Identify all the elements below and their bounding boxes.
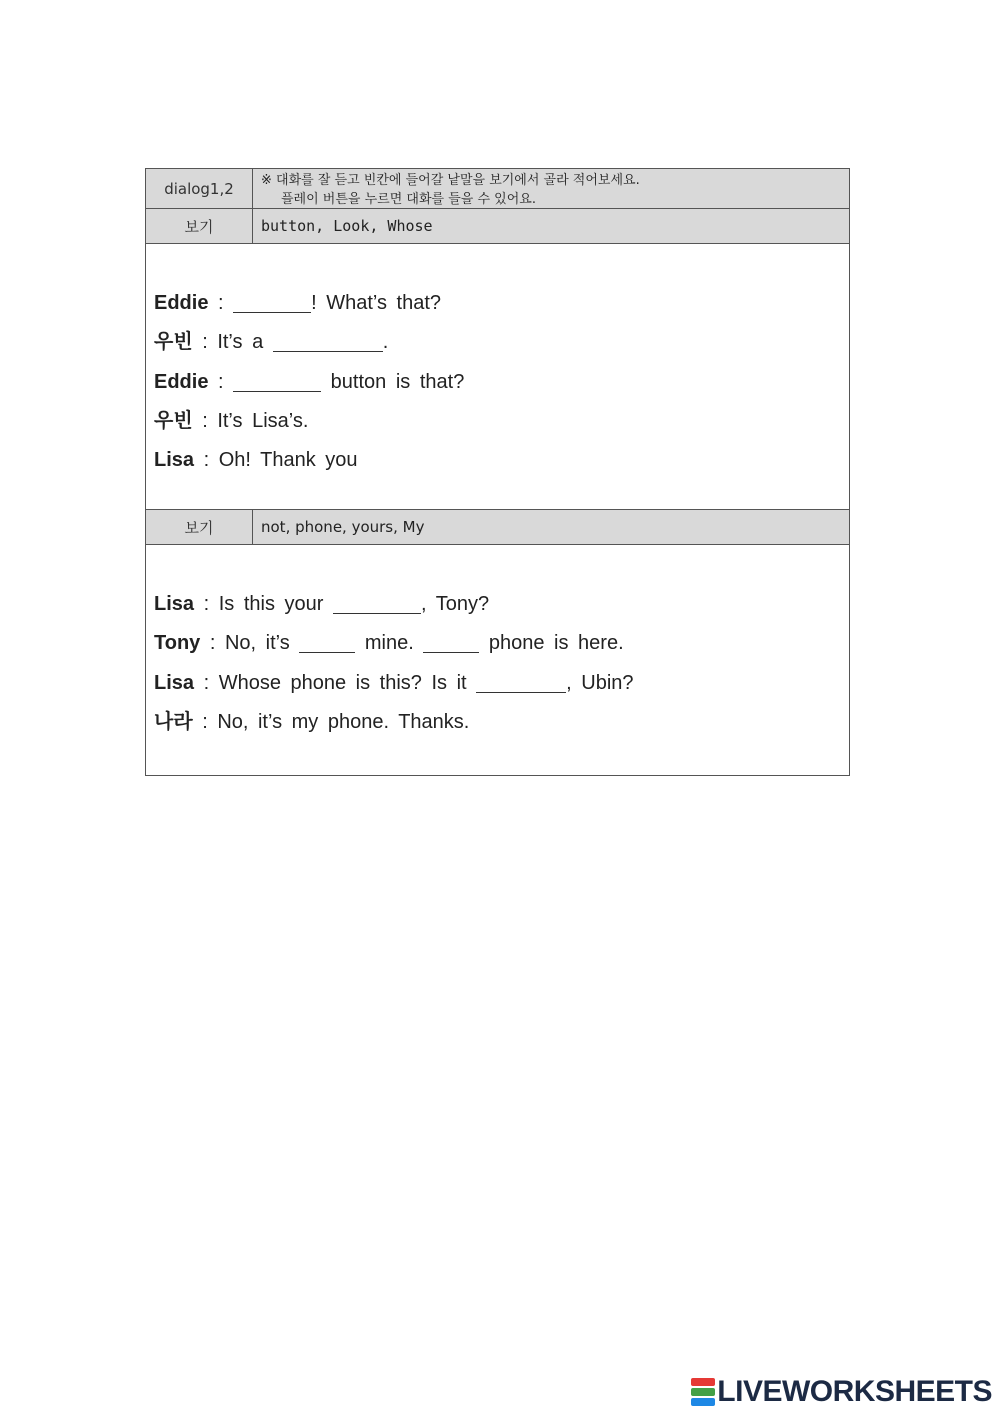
speaker-colon: :: [208, 370, 234, 393]
word-box-row-1: [146, 209, 849, 244]
speaker-colon: :: [192, 331, 218, 354]
dialog-text: , Ubin?: [566, 671, 634, 694]
answer-blank[interactable]: [273, 331, 383, 352]
dialog2-line: [154, 664, 841, 703]
speaker-colon: :: [194, 593, 219, 615]
dialog-text: mine.: [355, 632, 424, 655]
dialog2-line: [154, 703, 841, 742]
dialog-title-cell: dialog1,2: [146, 169, 253, 208]
speaker-name: Lisa: [154, 671, 195, 694]
word-box-words-1: button, Look, Whose: [261, 217, 433, 235]
dialog-text: phone is here.: [479, 632, 624, 655]
dialog-text: No, it’s my phone. Thanks.: [217, 710, 470, 733]
speaker-colon: :: [194, 671, 219, 694]
dialog2-line: [154, 624, 841, 663]
speaker-colon: :: [194, 449, 219, 472]
speaker-colon: :: [208, 292, 234, 314]
instruction-line-1: ※ 대화를 잘 듣고 빈칸에 들어갈 낱말을 보기에서 골라 적어보세요.: [261, 173, 640, 188]
answer-blank[interactable]: [333, 593, 421, 614]
dialog-text: Whose phone is this? Is it: [218, 671, 477, 694]
speaker-name: Tony: [154, 632, 201, 655]
dialog-text: , Tony?: [420, 593, 490, 615]
speaker-name: Lisa: [154, 449, 195, 472]
instructions-cell: [253, 169, 849, 208]
speaker-name: 우빈: [154, 331, 193, 354]
logo-text: LIVEWORKSHEETS: [717, 1375, 992, 1408]
speaker-name: Lisa: [154, 593, 195, 615]
dialog1-line: [154, 284, 841, 323]
worksheet-table: [145, 168, 850, 776]
dialog-text: Is this your: [218, 593, 333, 615]
dialog1-line: [154, 323, 841, 362]
dialog-text: .: [382, 331, 389, 354]
dialog2-line: [154, 585, 841, 624]
speaker-name: Eddie: [154, 292, 209, 314]
dialog-text: Oh! Thank you: [218, 449, 358, 472]
instruction-line-2: 플레이 버튼을 누르면 대화를 들을 수 있어요.: [281, 192, 536, 207]
answer-blank[interactable]: [476, 672, 566, 693]
answer-blank[interactable]: [299, 632, 355, 653]
liveworksheets-logo[interactable]: [691, 1376, 992, 1408]
word-box-label-2: 보기: [146, 510, 253, 544]
dialog-section-2: [146, 545, 849, 775]
speaker-colon: :: [192, 710, 218, 733]
dialog-section-1: [146, 244, 849, 510]
dialog1-line: [154, 402, 841, 441]
liveworksheets-logo-icon: [691, 1377, 715, 1407]
dialog1-line: [154, 363, 841, 402]
speaker-name: 나라: [154, 710, 193, 733]
answer-blank[interactable]: [233, 371, 321, 392]
speaker-colon: :: [200, 632, 225, 655]
dialog-text: No, it’s: [224, 632, 300, 655]
word-box-label-1: 보기: [146, 209, 253, 243]
speaker-colon: :: [192, 409, 218, 432]
speaker-name: Eddie: [154, 370, 209, 393]
speaker-name: 우빈: [154, 409, 193, 432]
dialog-text: button is that?: [321, 370, 465, 393]
dialog-text: ! What’s that?: [311, 292, 442, 314]
title-row: [146, 169, 849, 209]
dialog-text: It’s a: [217, 331, 273, 354]
dialog1-line: [154, 441, 841, 480]
word-box-row-2: [146, 510, 849, 545]
answer-blank[interactable]: [233, 292, 311, 313]
dialog-text: It’s Lisa’s.: [217, 409, 309, 432]
word-box-words-2: not, phone, yours, My: [261, 518, 425, 536]
answer-blank[interactable]: [423, 632, 479, 653]
